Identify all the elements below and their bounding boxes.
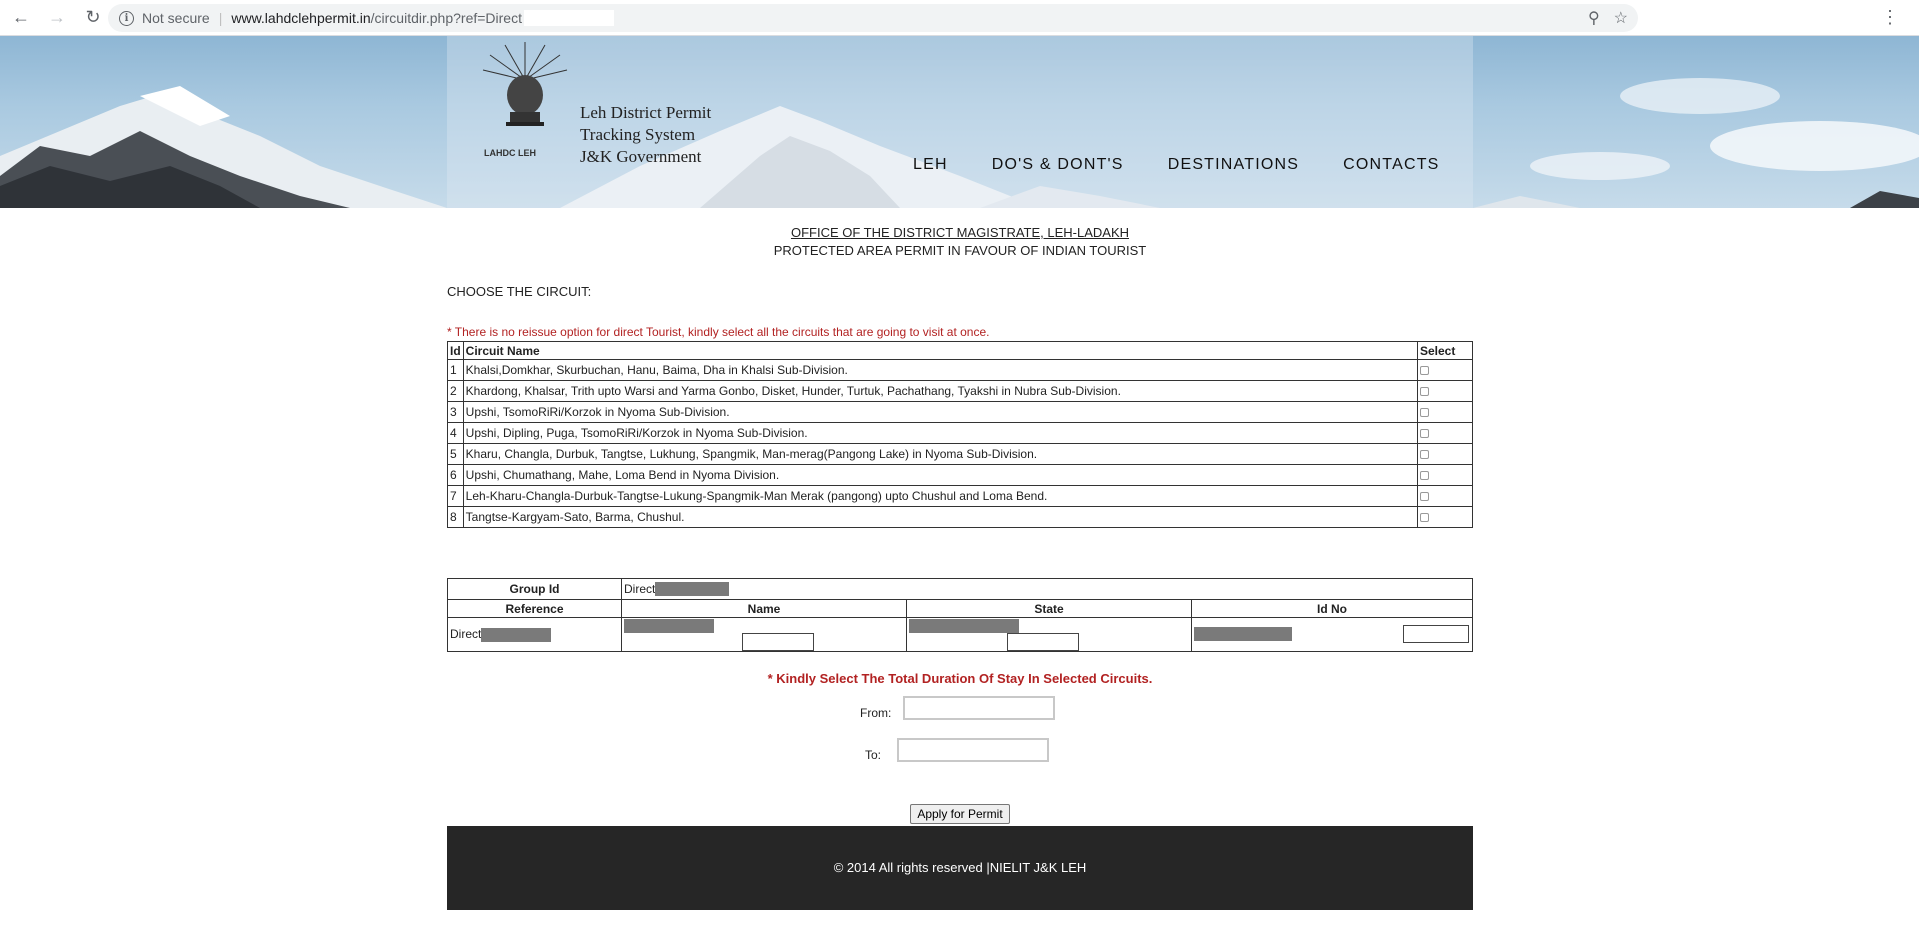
reference-cell <box>448 618 622 652</box>
site-title-line: J&K Government <box>580 147 702 166</box>
office-subtitle: PROTECTED AREA PERMIT IN FAVOUR OF INDIAN TOURIST <box>773 243 1147 258</box>
circuit-id: 1 <box>448 360 464 381</box>
table-row <box>448 618 1473 652</box>
site-title-line: Leh District Permit <box>580 103 712 122</box>
to-label: To: <box>865 747 882 762</box>
from-date-row <box>447 696 1473 738</box>
circuit-select-cell <box>1418 465 1473 486</box>
circuit-name: Khalsi,Domkhar, Skurbuchan, Hanu, Baima, Dha in Khalsi Sub-Division. <box>463 360 1417 381</box>
table-row <box>448 423 1473 444</box>
address-bar[interactable] <box>108 4 1638 32</box>
reload-icon[interactable]: ↻ <box>85 7 101 27</box>
table-header-row <box>448 342 1473 360</box>
redacted-name <box>624 619 714 633</box>
circuit-select-cell <box>1418 507 1473 528</box>
browser-toolbar <box>0 0 1919 36</box>
main-navigation <box>913 156 1440 174</box>
url-host: www.lahdclehpermit.in <box>231 10 371 26</box>
from-label: From: <box>860 705 892 720</box>
circuit-name: Upshi, TsomoRiRi/Korzok in Nyoma Sub-Division. <box>463 402 1417 423</box>
circuit-name: Leh-Kharu-Changla-Durbuk-Tangtse-Lukung-Spangmik-Man Merak (pangong) upto Chushul and Loma Bend. <box>463 486 1417 507</box>
to-date-row <box>447 738 1473 780</box>
redacted-group-id <box>655 582 729 596</box>
group-header-row <box>448 600 1473 618</box>
group-id-cell <box>622 579 1473 600</box>
browser-menu-icon[interactable]: ⋮ <box>1881 7 1899 27</box>
group-details-table <box>447 578 1473 652</box>
circuit-name: Khardong, Khalsar, Trith upto Warsi and Yarma Gonbo, Disket, Hunder, Turtuk, Pachathang, Tyakshi in Nubra Sub-Division. <box>463 381 1417 402</box>
table-row <box>448 507 1473 528</box>
circuit-id: 6 <box>448 465 464 486</box>
group-id-row <box>448 579 1473 600</box>
circuit-checkbox[interactable] <box>1420 366 1429 375</box>
nav-dos-donts[interactable]: DO'S & DONT'S <box>991 156 1124 173</box>
table-row <box>448 465 1473 486</box>
table-row <box>448 381 1473 402</box>
duration-note: * Kindly Select The Total Duration Of Stay In Selected Circuits. <box>767 670 1153 686</box>
redacted-reference <box>481 628 551 642</box>
circuit-id: 8 <box>448 507 464 528</box>
table-row <box>448 486 1473 507</box>
circuit-table <box>447 341 1473 528</box>
table-row <box>448 360 1473 381</box>
circuit-select-cell <box>1418 402 1473 423</box>
office-title: OFFICE OF THE DISTRICT MAGISTRATE, LEH-LADAKH <box>790 225 1130 240</box>
state-cell <box>907 618 1192 652</box>
circuit-checkbox[interactable] <box>1420 429 1429 438</box>
id-no-cell <box>1192 618 1473 652</box>
circuit-name: Tangtse-Kargyam-Sato, Barma, Chushul. <box>463 507 1417 528</box>
url-path: /circuitdir.php?ref=Direct <box>370 10 522 26</box>
circuit-name: Upshi, Dipling, Puga, TsomoRiRi/Korzok in Nyoma Sub-Division. <box>463 423 1417 444</box>
circuit-select-cell <box>1418 444 1473 465</box>
reference-value: Direct <box>450 627 482 641</box>
zoom-icon[interactable]: ⚲ <box>1587 10 1600 27</box>
forward-arrow-icon[interactable]: → <box>48 7 66 27</box>
site-title-line: Tracking System <box>580 125 696 144</box>
redacted-state <box>909 619 1019 633</box>
ashoka-emblem-icon <box>480 40 570 150</box>
circuit-id: 3 <box>448 402 464 423</box>
circuit-select-cell <box>1418 423 1473 444</box>
column-header-id: Id <box>448 342 464 360</box>
redacted-id-no <box>1194 627 1292 641</box>
security-label: Not secure <box>142 10 210 26</box>
circuit-checkbox[interactable] <box>1420 513 1429 522</box>
circuit-checkbox[interactable] <box>1420 471 1429 480</box>
state-input[interactable] <box>1007 633 1079 651</box>
group-id-label: Group Id <box>448 579 622 600</box>
circuit-id: 2 <box>448 381 464 402</box>
footer-copyright: © 2014 All rights reserved |NIELIT J&K LEH <box>833 860 1087 876</box>
circuit-select-cell <box>1418 486 1473 507</box>
apply-for-permit-button[interactable]: Apply for Permit <box>910 804 1009 824</box>
column-header-select: Select <box>1418 342 1473 360</box>
table-row <box>448 402 1473 423</box>
column-header-id-no: Id No <box>1192 600 1473 618</box>
nav-leh[interactable]: LEH <box>913 156 948 173</box>
reissue-notice: * There is no reissue option for direct Tourist, kindly select all the circuits that are going to visit at once. <box>447 325 990 339</box>
from-date-input[interactable] <box>903 696 1055 720</box>
column-header-circuit-name: Circuit Name <box>463 342 1417 360</box>
circuit-name: Kharu, Changla, Durbuk, Tangtse, Lukhung, Spangmik, Man-merag(Pangong Lake) in Nyoma Sub-Division. <box>463 444 1417 465</box>
info-icon[interactable]: i <box>119 11 134 26</box>
circuit-checkbox[interactable] <box>1420 387 1429 396</box>
column-header-reference: Reference <box>448 600 622 618</box>
circuit-checkbox[interactable] <box>1420 450 1429 459</box>
circuit-id: 5 <box>448 444 464 465</box>
site-title <box>580 102 711 168</box>
back-arrow-icon[interactable]: ← <box>12 7 30 27</box>
emblem-caption: LAHDC LEH <box>484 148 536 158</box>
nav-destinations[interactable]: DESTINATIONS <box>1167 156 1300 173</box>
circuit-checkbox[interactable] <box>1420 492 1429 501</box>
site-banner <box>0 36 1919 208</box>
column-header-state: State <box>907 600 1192 618</box>
nav-contacts[interactable]: CONTACTS <box>1343 156 1440 173</box>
circuit-name: Upshi, Chumathang, Mahe, Loma Bend in Nyoma Division. <box>463 465 1417 486</box>
id-no-input[interactable] <box>1403 625 1469 643</box>
to-date-input[interactable] <box>897 738 1049 762</box>
circuit-id: 7 <box>448 486 464 507</box>
circuit-select-cell <box>1418 360 1473 381</box>
column-header-name: Name <box>622 600 907 618</box>
page-footer <box>447 826 1473 910</box>
circuit-checkbox[interactable] <box>1420 408 1429 417</box>
bookmark-star-icon[interactable]: ☆ <box>1613 10 1628 27</box>
url-redaction <box>524 10 614 26</box>
main-content <box>447 225 1473 824</box>
group-id-value: Direct <box>624 581 656 596</box>
circuit-id: 4 <box>448 423 464 444</box>
name-input[interactable] <box>742 633 814 651</box>
name-cell <box>622 618 907 652</box>
address-separator: | <box>218 10 223 26</box>
table-row <box>448 444 1473 465</box>
choose-circuit-label: CHOOSE THE CIRCUIT: <box>447 284 592 299</box>
circuit-select-cell <box>1418 381 1473 402</box>
